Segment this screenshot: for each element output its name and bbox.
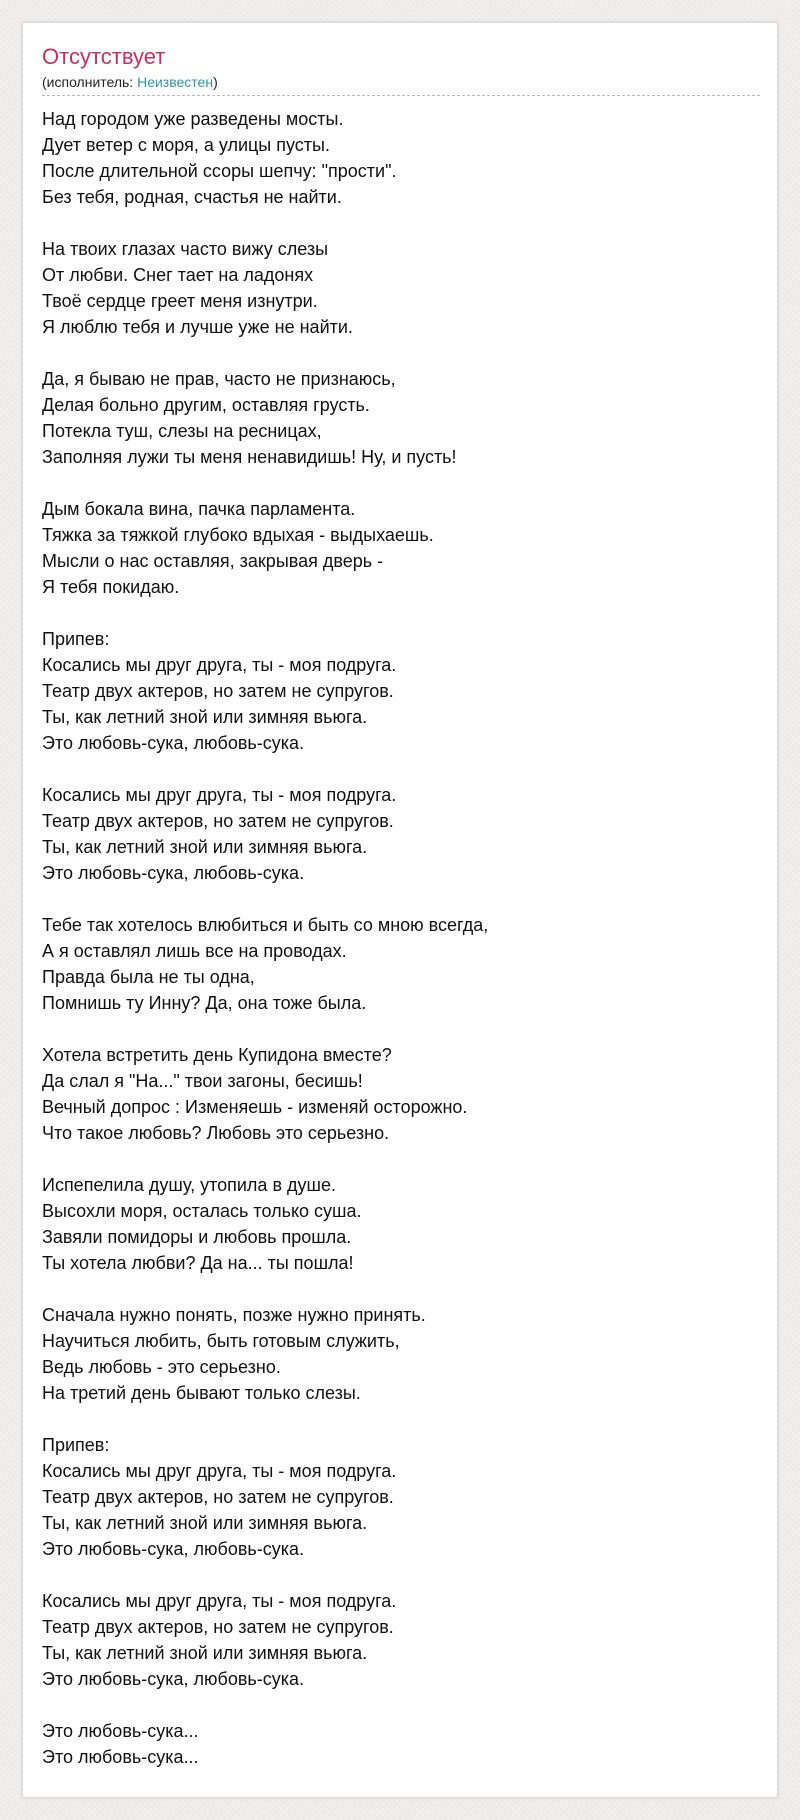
stanza-gap <box>42 756 742 782</box>
stanza-gap <box>42 600 742 626</box>
lyric-line: Высохли моря, осталась только суша. <box>42 1201 362 1221</box>
lyrics-stanza <box>42 1042 742 1146</box>
artist-prefix: (исполнитель: <box>42 74 138 90</box>
lyrics-stanza <box>42 236 742 340</box>
lyric-line: Припев: <box>42 629 110 649</box>
stanza-gap <box>42 1692 742 1718</box>
lyric-line: Дует ветер с моря, а улицы пусты. <box>42 135 330 155</box>
lyric-line: Театр двух актеров, но затем не супругов. <box>42 681 394 701</box>
lyrics-card <box>22 22 778 1798</box>
lyric-line: Да слал я "На..." твои загоны, бесишь! <box>42 1071 363 1091</box>
lyric-line: Ты, как летний зной или зимняя вьюга. <box>42 1643 368 1663</box>
lyric-line: Правда была не ты одна, <box>42 967 255 987</box>
lyrics-stanza <box>42 912 742 1016</box>
song-header <box>42 42 760 96</box>
lyric-line: Припев: <box>42 1435 110 1455</box>
lyric-line: Косались мы друг друга, ты - моя подруга. <box>42 785 397 805</box>
stanza-gap <box>42 1276 742 1302</box>
lyrics-stanza <box>42 1718 742 1770</box>
lyric-line: Ты, как летний зной или зимняя вьюга. <box>42 837 368 857</box>
stanza-gap <box>42 1406 742 1432</box>
lyric-line: Сначала нужно понять, позже нужно принять. <box>42 1305 426 1325</box>
song-title: Отсутствует <box>42 44 166 69</box>
lyric-line: После длительной ссоры шепчу: "прости". <box>42 161 397 181</box>
lyric-line: Потекла туш, слезы на ресницах, <box>42 421 322 441</box>
lyric-line: Ты хотела любви? Да на... ты пошла! <box>42 1253 354 1273</box>
lyrics-stanza <box>42 626 742 756</box>
lyric-line: Над городом уже разведены мосты. <box>42 109 344 129</box>
lyric-line: Это любовь-сука, любовь-сука. <box>42 733 305 753</box>
lyrics-stanza <box>42 106 742 210</box>
lyric-line: Твоё сердце греет меня изнутри. <box>42 291 318 311</box>
lyric-line: Помнишь ту Инну? Да, она тоже была. <box>42 993 367 1013</box>
lyrics-stanza <box>42 782 742 886</box>
lyric-line: Ты, как летний зной или зимняя вьюга. <box>42 707 368 727</box>
lyric-line: Тяжка за тяжкой глубоко вдыхая - выдыхаешь. <box>42 525 434 545</box>
lyric-line: Косались мы друг друга, ты - моя подруга. <box>42 1461 397 1481</box>
lyric-line: Я люблю тебя и лучше уже не найти. <box>42 317 353 337</box>
lyric-line: От любви. Снег тает на ладонях <box>42 265 314 285</box>
lyric-line: Косались мы друг друга, ты - моя подруга. <box>42 655 397 675</box>
lyric-line: Это любовь-сука... <box>42 1721 199 1741</box>
lyric-line: Театр двух актеров, но затем не супругов. <box>42 811 394 831</box>
lyric-line: Это любовь-сука, любовь-сука. <box>42 863 305 883</box>
lyrics-stanza <box>42 496 742 600</box>
stanza-gap <box>42 210 742 236</box>
lyrics-body <box>42 106 742 1770</box>
lyric-line: Театр двух актеров, но затем не супругов. <box>42 1617 394 1637</box>
stanza-gap <box>42 340 742 366</box>
lyric-line: Это любовь-сука... <box>42 1747 199 1767</box>
lyric-line: Ведь любовь - это серьезно. <box>42 1357 281 1377</box>
lyric-line: Научиться любить, быть готовым служить, <box>42 1331 400 1351</box>
lyric-line: Хотела встретить день Купидона вместе? <box>42 1045 392 1065</box>
lyric-line: Без тебя, родная, счастья не найти. <box>42 187 342 207</box>
lyric-line: Дым бокала вина, пачка парламента. <box>42 499 356 519</box>
lyric-line: Театр двух актеров, но затем не супругов. <box>42 1487 394 1507</box>
lyric-line: Что такое любовь? Любовь это серьезно. <box>42 1123 390 1143</box>
lyrics-stanza <box>42 1172 742 1276</box>
lyric-line: Мысли о нас оставляя, закрывая дверь - <box>42 551 384 571</box>
lyric-line: Это любовь-сука, любовь-сука. <box>42 1669 305 1689</box>
artist-line <box>42 73 218 91</box>
stanza-gap <box>42 1562 742 1588</box>
lyric-line: Испепелила душу, утопила в душе. <box>42 1175 336 1195</box>
lyric-line: Завяли помидоры и любовь прошла. <box>42 1227 352 1247</box>
lyric-line: Заполняя лужи ты меня ненавидишь! Ну, и пусть! <box>42 447 457 467</box>
lyric-line: Ты, как летний зной или зимняя вьюга. <box>42 1513 368 1533</box>
lyric-line: На третий день бывают только слезы. <box>42 1383 361 1403</box>
lyric-line: Вечный допрос : Изменяешь - изменяй осторожно. <box>42 1097 468 1117</box>
lyrics-stanza <box>42 366 742 470</box>
lyric-line: Тебе так хотелось влюбиться и быть со мною всегда, <box>42 915 489 935</box>
stanza-gap <box>42 1016 742 1042</box>
artist-suffix: ) <box>213 74 218 90</box>
stanza-gap <box>42 470 742 496</box>
stanza-gap <box>42 886 742 912</box>
lyric-line: Да, я бываю не прав, часто не признаюсь, <box>42 369 396 389</box>
lyric-line: А я оставлял лишь все на проводах. <box>42 941 347 961</box>
lyrics-stanza <box>42 1588 742 1692</box>
lyrics-stanza <box>42 1302 742 1406</box>
artist-link[interactable]: Неизвестен <box>137 74 214 90</box>
lyric-line: Это любовь-сука, любовь-сука. <box>42 1539 305 1559</box>
lyric-line: Делая больно другим, оставляя грусть. <box>42 395 370 415</box>
lyric-line: На твоих глазах часто вижу слезы <box>42 239 329 259</box>
lyric-line: Косались мы друг друга, ты - моя подруга. <box>42 1591 397 1611</box>
stanza-gap <box>42 1146 742 1172</box>
lyrics-stanza <box>42 1432 742 1562</box>
lyric-line: Я тебя покидаю. <box>42 577 180 597</box>
